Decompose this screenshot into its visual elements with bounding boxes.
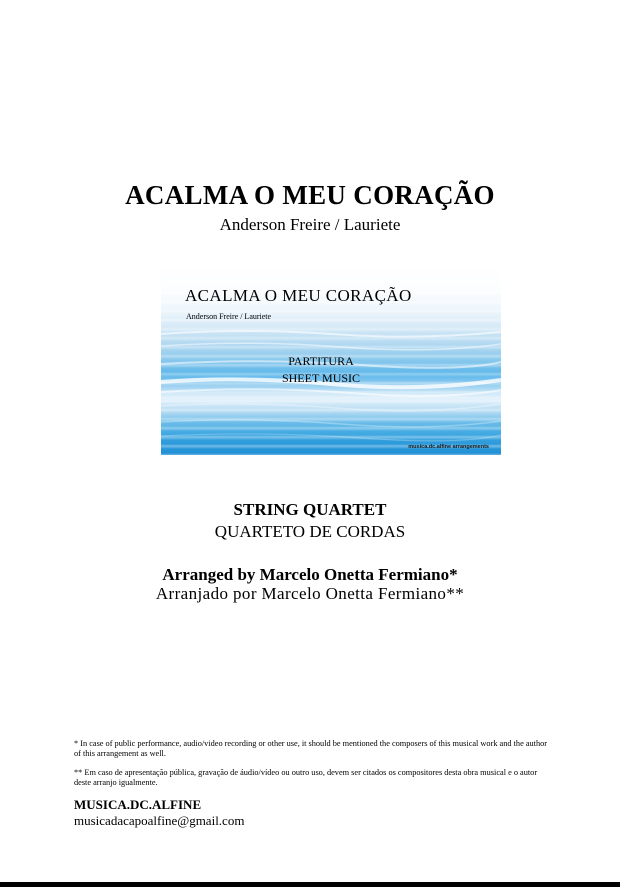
- ensemble-portuguese: QUARTETO DE CORDAS: [214, 522, 406, 541]
- cover-partitura-label: PARTITURA: [288, 354, 354, 368]
- composers: Anderson Freire / Lauriete: [219, 215, 401, 234]
- cover-composers: Anderson Freire / Lauriete: [186, 312, 272, 321]
- cover-image: [161, 264, 501, 455]
- cover-credit: musica.dc.alfine arrangements: [408, 444, 489, 450]
- page-title: ACALMA O MEU CORAÇÃO: [125, 180, 495, 210]
- cover-sheet-music-label: SHEET MUSIC: [281, 371, 361, 385]
- publisher-email: musicadacapoalfine@gmail.com: [74, 813, 245, 828]
- arranger-portuguese: Arranjado por Marcelo Onetta Fermiano**: [155, 584, 465, 603]
- footnote-english: * In case of public performance, audio/video recording or other use, it should be mentioned the composers of this musical work and the author of this arrangement as well.: [74, 739, 548, 758]
- bottom-rule: [0, 882, 620, 887]
- publisher-name: MUSICA.DC.ALFINE: [74, 797, 202, 812]
- ensemble-english: STRING QUARTET: [233, 500, 387, 519]
- cover-title: ACALMA O MEU CORAÇÃO: [185, 286, 412, 305]
- footnote-portuguese: ** Em caso de apresentação pública, gravação de áudio/vídeo ou outro uso, devem ser citados os compositores desta obra musical e o autor deste arranjo igualmente.: [74, 768, 538, 787]
- arranger-english: Arranged by Marcelo Onetta Fermiano*: [162, 565, 458, 584]
